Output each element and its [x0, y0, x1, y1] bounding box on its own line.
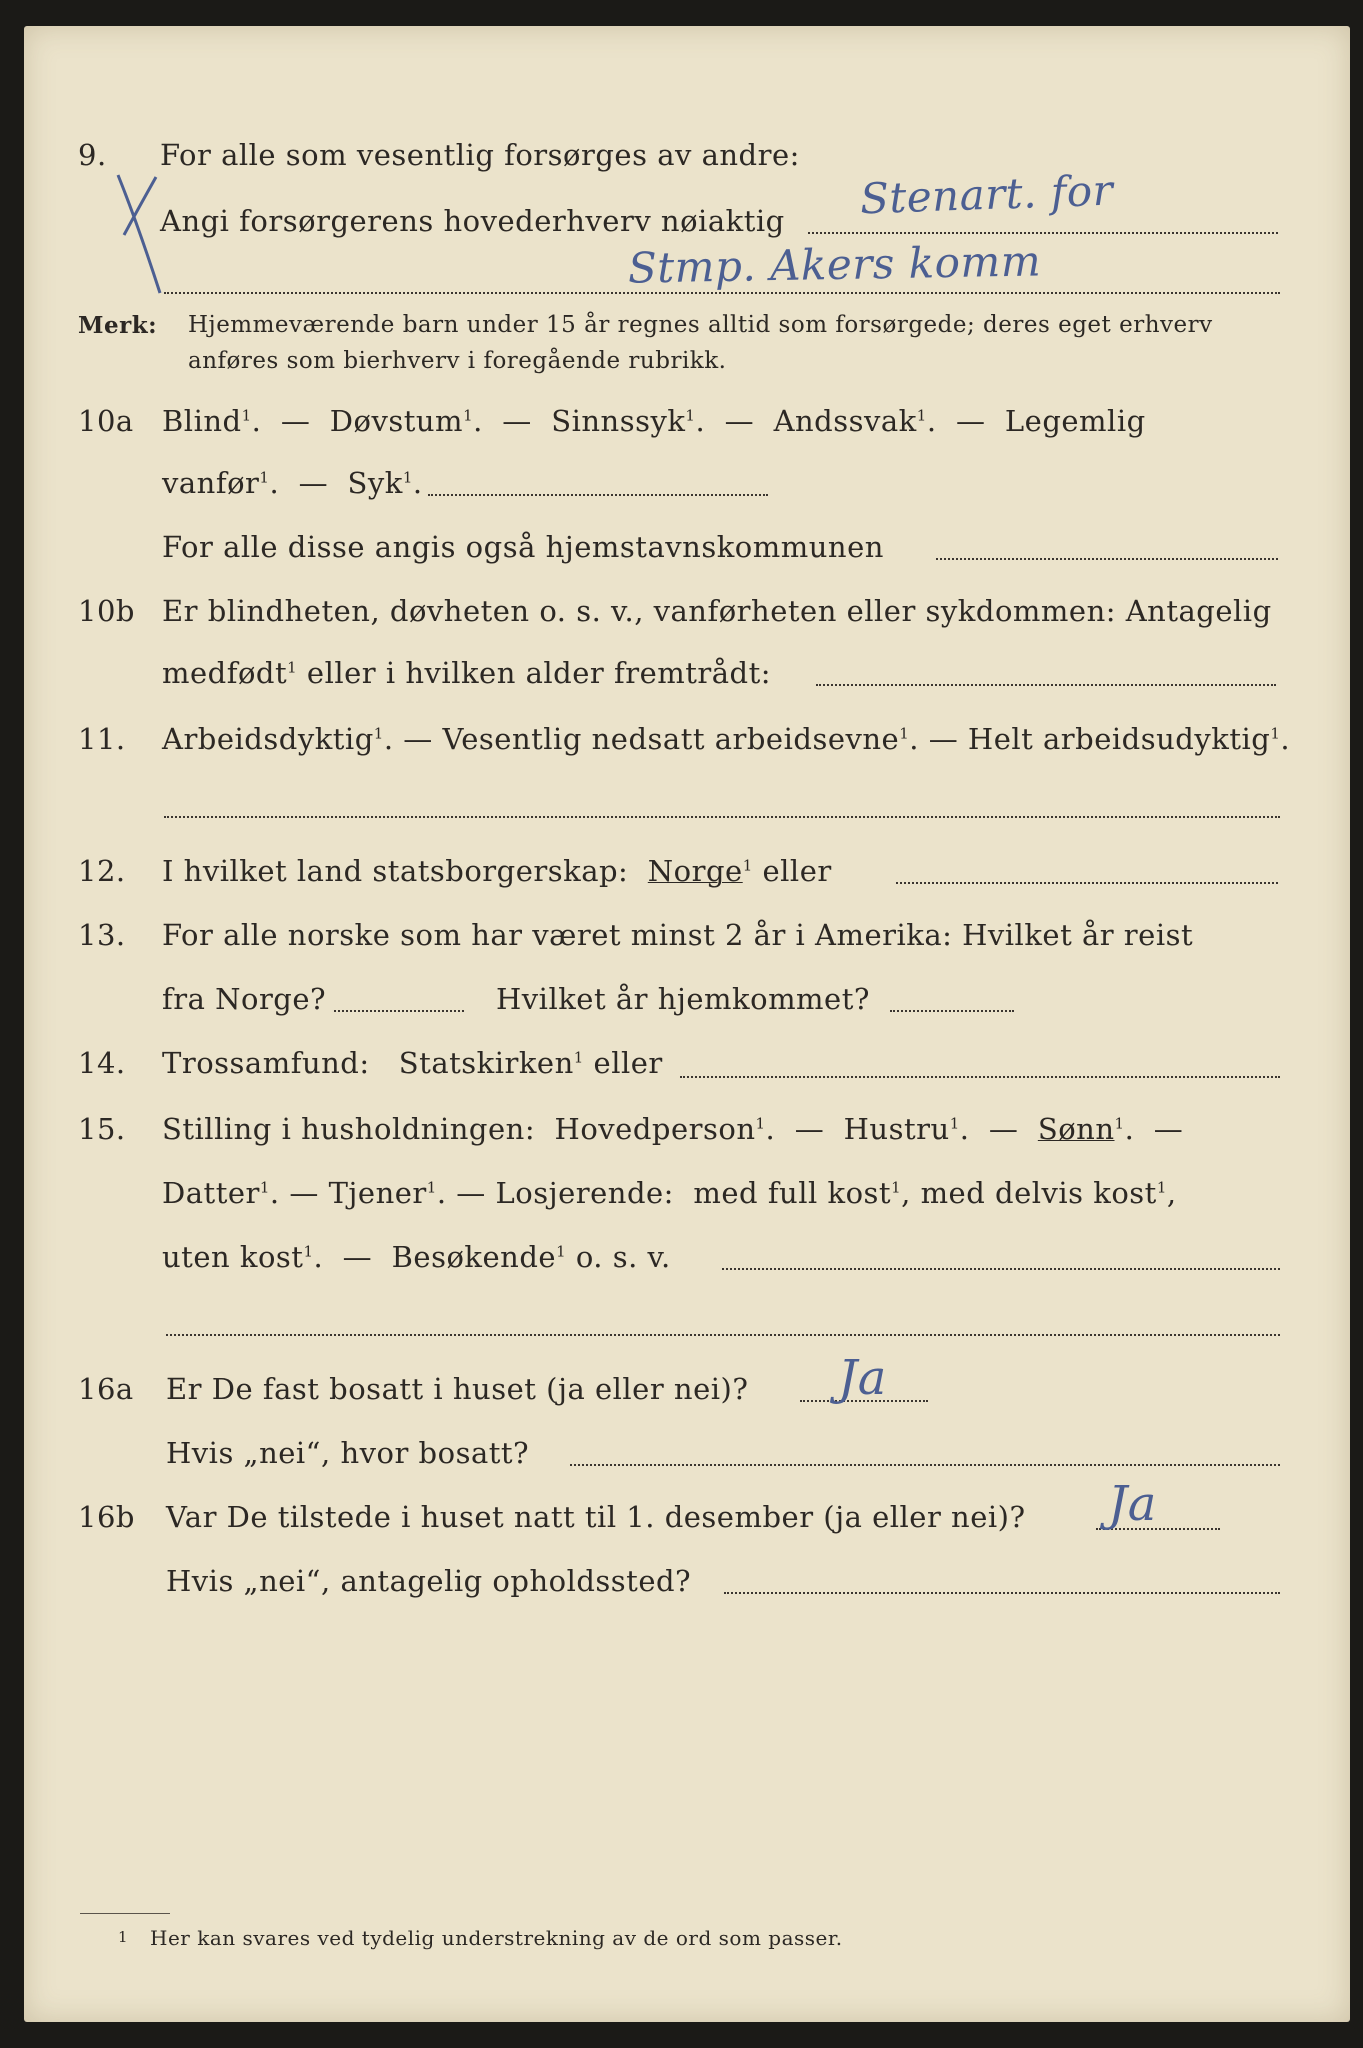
q10a-hjemstavn-line — [936, 558, 1278, 560]
option-sinnssyk[interactable]: Sinnssyk — [551, 404, 686, 438]
q10b-line1: Er blindheten, døvheten o. s. v., vanførheten eller sykdommen: Antagelig — [162, 594, 1272, 628]
option-dovstum[interactable]: Døvstum — [329, 404, 464, 438]
q9-line2: Angi forsørgerens hovederhverv nøiaktig — [160, 204, 785, 238]
option-syk[interactable]: Syk — [347, 466, 403, 500]
option-delvis-kost[interactable]: med delvis kost — [920, 1176, 1157, 1210]
q15-answer-line-2 — [166, 1334, 1280, 1336]
merk-label: Merk: — [78, 312, 158, 339]
q16b-handwritten-answer: Ja — [1108, 1476, 1157, 1532]
q15-line2: Datter$^1$. — Tjener$^1$. — Losjerende: med full kost$^1$, med delvis kost$^1$, — [162, 1176, 1177, 1210]
q9-line1: For alle som vesentlig forsørges av andre: — [160, 138, 800, 172]
option-datter[interactable]: Datter — [162, 1176, 260, 1210]
q10b-number: 10b — [78, 594, 135, 628]
handwritten-check-mark — [110, 165, 170, 305]
q13-hjemkommet-line — [890, 1010, 1014, 1012]
option-legemlig[interactable]: Legemlig — [1004, 404, 1146, 438]
q10a-line2: vanfør$^1$. — Syk$^1$. — [162, 466, 423, 500]
q16a-line1: Er De fast bosatt i huset (ja eller nei)? — [166, 1372, 749, 1406]
option-udyktig[interactable]: Helt arbeidsudyktig — [967, 722, 1271, 756]
q11-answer-line — [164, 816, 1280, 818]
q13-line2a: fra Norge? — [162, 982, 327, 1016]
option-norge[interactable]: Norge — [647, 854, 743, 888]
option-tjener[interactable]: Tjener — [328, 1176, 427, 1210]
q14-line: Trossamfund: Statskirken$^1$ eller — [162, 1046, 663, 1080]
q9-handwritten-answer-2: Stmp. Akers komm — [627, 236, 1042, 293]
q12-answer-line — [896, 882, 1278, 884]
merk-line2: anføres som bierhverv i foregående rubrikk. — [188, 348, 727, 374]
option-medfodt[interactable]: medfødt — [162, 656, 288, 690]
q16a-bosatt-line — [570, 1464, 1280, 1466]
option-vanfor[interactable]: vanfør — [162, 466, 260, 500]
q13-reist-line — [334, 1010, 464, 1012]
footnote-text: Her kan svares ved tydelig understrekning av de ord som passer. — [150, 1926, 843, 1950]
q16b-line1: Var De tilstede i huset natt til 1. desember (ja eller nei)? — [166, 1500, 1026, 1534]
q10a-line1: Blind$^1$. — Døvstum$^1$. — Sinnssyk$^1$. — Andssvak$^1$. — Legemlig — [162, 404, 1146, 438]
option-blind[interactable]: Blind — [162, 404, 242, 438]
q15-line1: Stilling i husholdningen: Hovedperson$^1$. — Hustru$^1$. — Sønn$^1$. — — [162, 1112, 1184, 1146]
option-sonn[interactable]: Sønn — [1037, 1112, 1115, 1146]
q10a-answer-line — [428, 494, 768, 496]
q10a-number: 10a — [78, 404, 134, 438]
q9-number: 9. — [78, 138, 107, 172]
q9-answer-line-2 — [164, 292, 1280, 294]
q10b-line2: medfødt$^1$ eller i hvilken alder fremtrådt: — [162, 656, 772, 690]
q16a-number: 16a — [78, 1372, 134, 1406]
q10b-answer-line — [816, 684, 1276, 686]
option-statskirken[interactable]: Statskirken — [398, 1046, 574, 1080]
q14-number: 14. — [78, 1046, 126, 1080]
footnote-rule — [80, 1913, 170, 1914]
option-besokende[interactable]: Besøkende — [391, 1240, 557, 1274]
q11-line: Arbeidsdyktig$^1$. — Vesentlig nedsatt arbeidsevne$^1$. — Helt arbeidsudyktig$^1$. — [162, 722, 1291, 756]
q9-answer-line — [808, 232, 1278, 234]
option-hustru[interactable]: Hustru — [843, 1112, 950, 1146]
q12-line: I hvilket land statsborgerskap: Norge$^1$ eller — [162, 854, 832, 888]
q9-handwritten-answer-1: Stenart. for — [859, 165, 1114, 224]
q16a-handwritten-answer: Ja — [838, 1350, 887, 1406]
q16a-line2: Hvis „nei“, hvor bosatt? — [166, 1436, 530, 1470]
q14-answer-line — [680, 1076, 1280, 1078]
q13-line1: For alle norske som har været minst 2 år i Amerika: Hvilket år reist — [162, 918, 1194, 952]
q15-number: 15. — [78, 1112, 126, 1146]
option-uten-kost[interactable]: uten kost — [162, 1240, 304, 1274]
q15-line3: uten kost$^1$. — Besøkende$^1$ o. s. v. — [162, 1240, 671, 1274]
q10a-line3: For alle disse angis også hjemstavnskommunen — [162, 530, 884, 564]
option-full-kost[interactable]: med full kost — [693, 1176, 892, 1210]
merk-line1: Hjemmeværende barn under 15 år regnes alltid som forsørgede; deres eget erhverv — [188, 312, 1213, 338]
q16b-opholdssted-line — [724, 1592, 1280, 1594]
option-arbeidsdyktig[interactable]: Arbeidsdyktig — [162, 722, 374, 756]
q11-number: 11. — [78, 722, 126, 756]
option-hovedperson[interactable]: Hovedperson — [554, 1112, 756, 1146]
q13-line2b: Hvilket år hjemkommet? — [496, 982, 870, 1016]
q13-number: 13. — [78, 918, 126, 952]
option-andssvak[interactable]: Andssvak — [773, 404, 917, 438]
footnote-mark: 1 — [118, 1928, 129, 1946]
q16b-line2: Hvis „nei“, antagelig opholdssted? — [166, 1564, 692, 1598]
q15-answer-line — [722, 1268, 1280, 1270]
option-nedsatt[interactable]: Vesentlig nedsatt arbeidsevne — [442, 722, 900, 756]
q12-number: 12. — [78, 854, 126, 888]
q16b-number: 16b — [78, 1500, 135, 1534]
